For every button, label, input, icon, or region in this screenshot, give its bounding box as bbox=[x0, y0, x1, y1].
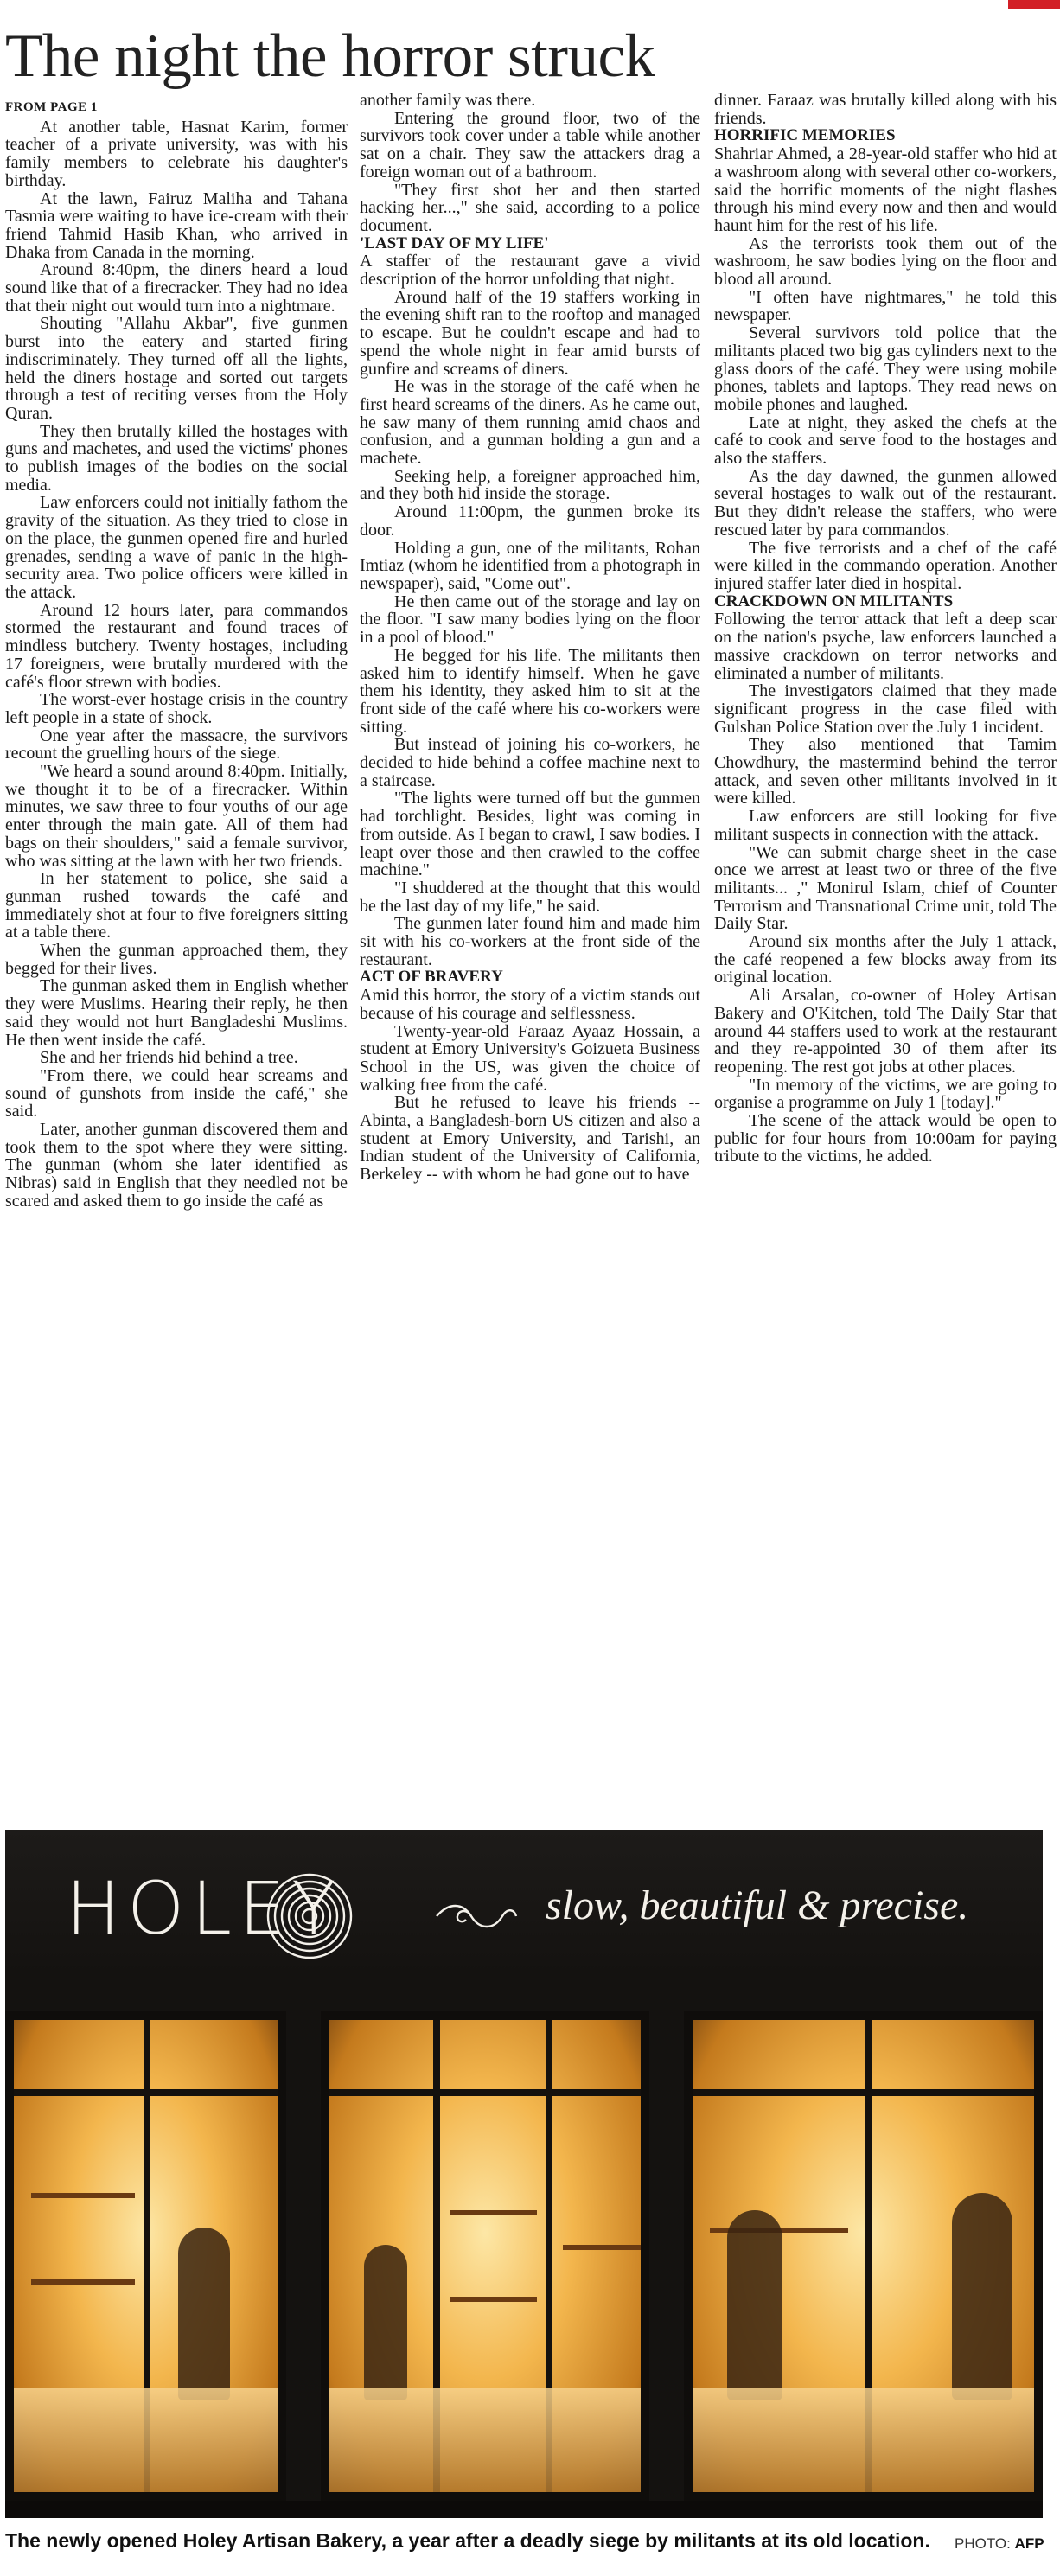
from-page-label: FROM PAGE 1 bbox=[5, 100, 98, 114]
paragraph: "The lights were turned off but the gunmen had torchlight. Besides, light was coming in from outside. As I began to crawl, I saw bodies. I leapt over those and then crawled to the coffee machine." bbox=[360, 789, 700, 880]
column-3-part-1 bbox=[714, 145, 1057, 593]
paragraph: another family was there. bbox=[360, 92, 536, 110]
paragraph: One year after the massacre, the survivors recount the gruelling hours of the siege. bbox=[5, 725, 348, 764]
paragraph: The gunman asked them in English whether they were Muslims. Hearing their reply, he then said they would not hurt Bangladeshi Muslims. He then went inside the café. bbox=[5, 976, 348, 1050]
paragraph: "From there, we could hear screams and sound of gunshots from inside the café," she said. bbox=[5, 1065, 348, 1122]
window-right bbox=[684, 2011, 1043, 2501]
paragraph: But instead of joining his co-workers, he decided to hide behind a coffee machine next to a staircase. bbox=[360, 735, 700, 790]
holey-logo-text: HOLEY bbox=[66, 1866, 343, 1951]
paragraph: He was in the storage of the café when he first heard screams of the diners. As he came out, he saw many of them running amid chaos and confusion, and a gunman holding a gun and a machete. bbox=[360, 377, 700, 469]
paragraph: At the lawn, Fairuz Maliha and Tahana Tasmia were waiting to have ice-cream with their friend Tahmid Hasib Khan, who arrived in Dhaka from Canada in the morning. bbox=[5, 189, 348, 262]
top-rule bbox=[0, 0, 1060, 10]
paragraph: Ali Arsalan, co-owner of Holey Artisan Bakery and O'Kitchen, told The Daily Star that around 44 staffers used to work at the restaurant and they re-appointed 30 of them after its reopening. The rest got jobs at other places. bbox=[714, 986, 1057, 1077]
photo-credit-source: AFP bbox=[1014, 2535, 1044, 2552]
paragraph: As the terrorists took them out of the washroom, he saw bodies lying on the floor and blood all around. bbox=[714, 233, 1057, 290]
paragraph: Shouting "Allahu Akbar", five gunmen burst into the eatery and started firing indiscriminately. They turned off all the lights, held the diners hostage and sorted out targets through a test of reciting verses from the Holy Quran. bbox=[5, 314, 348, 423]
paragraph: Late at night, they asked the chefs at the café to cook and serve food to the hostages and also the staffers. bbox=[714, 412, 1057, 469]
column-2-part-2 bbox=[360, 987, 700, 1184]
paragraph: The worst-ever hostage crisis in the country left people in a state of shock. bbox=[5, 690, 348, 727]
shop-tagline: slow, beautiful & precise. bbox=[546, 1882, 969, 1928]
subhead-act-of-bravery: ACT OF BRAVERY bbox=[360, 968, 503, 987]
column-2-part-1 bbox=[360, 252, 700, 968]
photo-credit-label: PHOTO: bbox=[955, 2535, 1011, 2552]
paragraph: A staffer of the restaurant gave a vivid description of the horror unfolding that night. bbox=[360, 252, 700, 290]
headline: The night the horror struck bbox=[5, 22, 655, 90]
photo-caption: The newly opened Holey Artisan Bakery, a year after a deadly siege by militants at its old location. bbox=[5, 2529, 930, 2552]
paragraph: She and her friends hid behind a tree. bbox=[40, 1048, 298, 1068]
column-3 bbox=[714, 92, 1057, 1830]
window-center bbox=[321, 2011, 649, 2501]
paragraph: At another table, Hasnat Karim, former teacher of a private university, was with his family members to celebrate his daughter's birthday. bbox=[5, 117, 348, 190]
paragraph: Twenty-year-old Faraaz Ayaaz Hossain, a student at Emory University's Goizueta Business School in the US, was given the choice of walking free from the café. bbox=[360, 1021, 700, 1095]
column-3-intro bbox=[714, 92, 1057, 127]
paragraph: In her statement to police, she said a gunman rushed towards the café and immediately shot at four to five foreigners sitting at a table there. bbox=[5, 869, 348, 943]
paragraph: Around 8:40pm, the diners heard a loud sound like that of a firecracker. They had no idea that their night out would turn into a nightmare. bbox=[5, 260, 348, 316]
paragraph: He then came out of the storage and lay on the floor. "I saw many bodies lying on the floor in a pool of blood." bbox=[360, 591, 700, 648]
paragraph: The five terrorists and a chef of the café were killed in the commando operation. Another injured staffer later died in hospital. bbox=[714, 538, 1057, 593]
paragraph: Around 11:00pm, the gunmen broke its door. bbox=[360, 502, 700, 540]
paragraph: Around six months after the July 1 attack, the café reopened a few blocks away from its original location. bbox=[714, 932, 1057, 988]
paragraph: dinner. Faraaz was brutally killed along with his friends. bbox=[714, 92, 1057, 128]
paragraph: Around half of the 19 staffers working in the evening shift ran to the rooftop and managed to escape. But he couldn't escape and had to spend the whole night in fear amid bursts of gunfire and screams of diners. bbox=[360, 287, 700, 379]
paragraph: Later, another gunman discovered them and took them to the spot where they were sitting. The gunman (whom she later identified as Nibras) said in English that they needled not be scared and asked them to go inside the café as bbox=[5, 1120, 348, 1211]
paragraph: "We heard a sound around 8:40pm. Initially, we thought it to be of a firecracker. Within minutes, we saw three to four youths of our age enter through the main gate. All of them had bags on their shoulders," said a female survivor, who was sitting at the lawn with her two friends. bbox=[5, 762, 348, 871]
photo-credit bbox=[955, 2535, 1057, 2553]
paragraph: Following the terror attack that left a deep scar on the nation's psyche, law enforcers launched a massive crackdown on terror networks and eliminated a number of militants. bbox=[714, 610, 1057, 683]
paragraph: They also mentioned that Tamim Chowdhury, the mastermind behind the terror attack, and seven other militants involved in it were killed. bbox=[714, 735, 1057, 809]
paragraph: Law enforcers could not initially fathom the gravity of the situation. As they tried to close in on the place, the gunmen opened fire and hurled grenades, sending a wave of panic in the high-security area. Two police officers were killed in the attack. bbox=[5, 493, 348, 602]
paragraph: The investigators claimed that they made significant progress in the case filed with Gulshan Police Station over the July 1 incident. bbox=[714, 681, 1057, 737]
subhead-horrific-memories: HORRIFIC MEMORIES bbox=[714, 126, 896, 145]
column-2 bbox=[360, 92, 700, 1830]
holey-rings-icon bbox=[265, 1871, 354, 1961]
paragraph: Holding a gun, one of the militants, Rohan Imtiaz (whom he identified from a photograph in newspaper), said, "Come out". bbox=[360, 538, 700, 593]
paragraph: Shahriar Ahmed, a 28-year-old staffer who hid at a washroom along with several other co-workers, said the horrific moments of the night flashes through his mind every now and then and would haunt him for the rest of his life. bbox=[714, 144, 1057, 235]
paragraph: They then brutally killed the hostages with guns and machetes, and used the victims' phones to publish images of the bodies on the social media. bbox=[5, 421, 348, 495]
paragraph: "We can submit charge sheet in the case once we arrest at least two or three of the five militants... ," Monirul Islam, chief of Counter Terrorism and Transnational Crime unit, told The Daily Star. bbox=[714, 842, 1057, 934]
paragraph: Entering the ground floor, two of the survivors took cover under a table while another sat on a chair. They saw the attackers drag a foreign woman out of a bathroom. bbox=[360, 108, 700, 182]
paragraph: As the day dawned, the gunmen allowed several hostages to walk out of the restaurant. But they didn't release the staffers, who were rescued later by para commandos. bbox=[714, 466, 1057, 540]
paragraph: "In memory of the victims, we are going to organise a programme on July 1 [today]." bbox=[714, 1075, 1057, 1113]
paragraph: The scene of the attack would be open to public for four hours from 10:00am for paying tribute to the victims, he added. bbox=[714, 1111, 1057, 1167]
storefront-photo bbox=[5, 1830, 1043, 2518]
column-1 bbox=[5, 99, 348, 1830]
paragraph: Several survivors told police that the militants placed two big gas cylinders next to the glass doors of the café. They were using mobile phones, tablets and laptops. They read news on mobile phones and laughed. bbox=[714, 323, 1057, 414]
subhead-last-day: 'LAST DAY OF MY LIFE' bbox=[360, 233, 549, 252]
paragraph: "They first shot her and then started hacking her...," she said, according to a police document. bbox=[360, 180, 700, 235]
paragraph: "I shuddered at the thought that this would be the last day of my life," he said. bbox=[360, 878, 700, 916]
paragraph: But he refused to leave his friends -- Abinta, a Bangladesh-born US citizen and also a student at Emory University, and Tarishi, an Indian student of the University of California, Berkeley -- with whom he had gone out to have bbox=[360, 1093, 700, 1185]
paragraph: "I often have nightmares," he told this newspaper. bbox=[714, 287, 1057, 325]
column-1-body bbox=[5, 118, 348, 1211]
window-sill bbox=[5, 2501, 1043, 2518]
paragraph: Law enforcers are still looking for five militant suspects in connection with the attack. bbox=[714, 807, 1057, 844]
paragraph: Seeking help, a foreigner approached him, and they both hid inside the storage. bbox=[360, 466, 700, 504]
column-2-intro bbox=[360, 92, 700, 235]
subhead-crackdown: CRACKDOWN ON MILITANTS bbox=[714, 591, 954, 610]
window-left bbox=[5, 2011, 286, 2501]
paragraph: Around 12 hours later, para commandos stormed the restaurant and found traces of mindless butchery. Twenty hostages, including 17 foreigners, were brutally murdered with the café's floor strewn with bodies. bbox=[5, 600, 348, 692]
column-3-part-2 bbox=[714, 610, 1057, 1166]
section-tab-mark bbox=[1008, 0, 1060, 9]
paragraph: Amid this horror, the story of a victim stands out because of his courage and selflessness. bbox=[360, 986, 700, 1023]
paragraph: The gunmen later found him and made him sit with his co-workers at the front side of the restaurant. bbox=[360, 914, 700, 969]
paragraph: When the gunman approached them, they begged for their lives. bbox=[5, 941, 348, 978]
swirl-ornament-icon bbox=[433, 1899, 520, 1934]
paragraph: He begged for his life. The militants then asked him to identify himself. When he gave them his identity, they asked him to sit at the front side of the café where his co-workers were sitting. bbox=[360, 645, 700, 737]
